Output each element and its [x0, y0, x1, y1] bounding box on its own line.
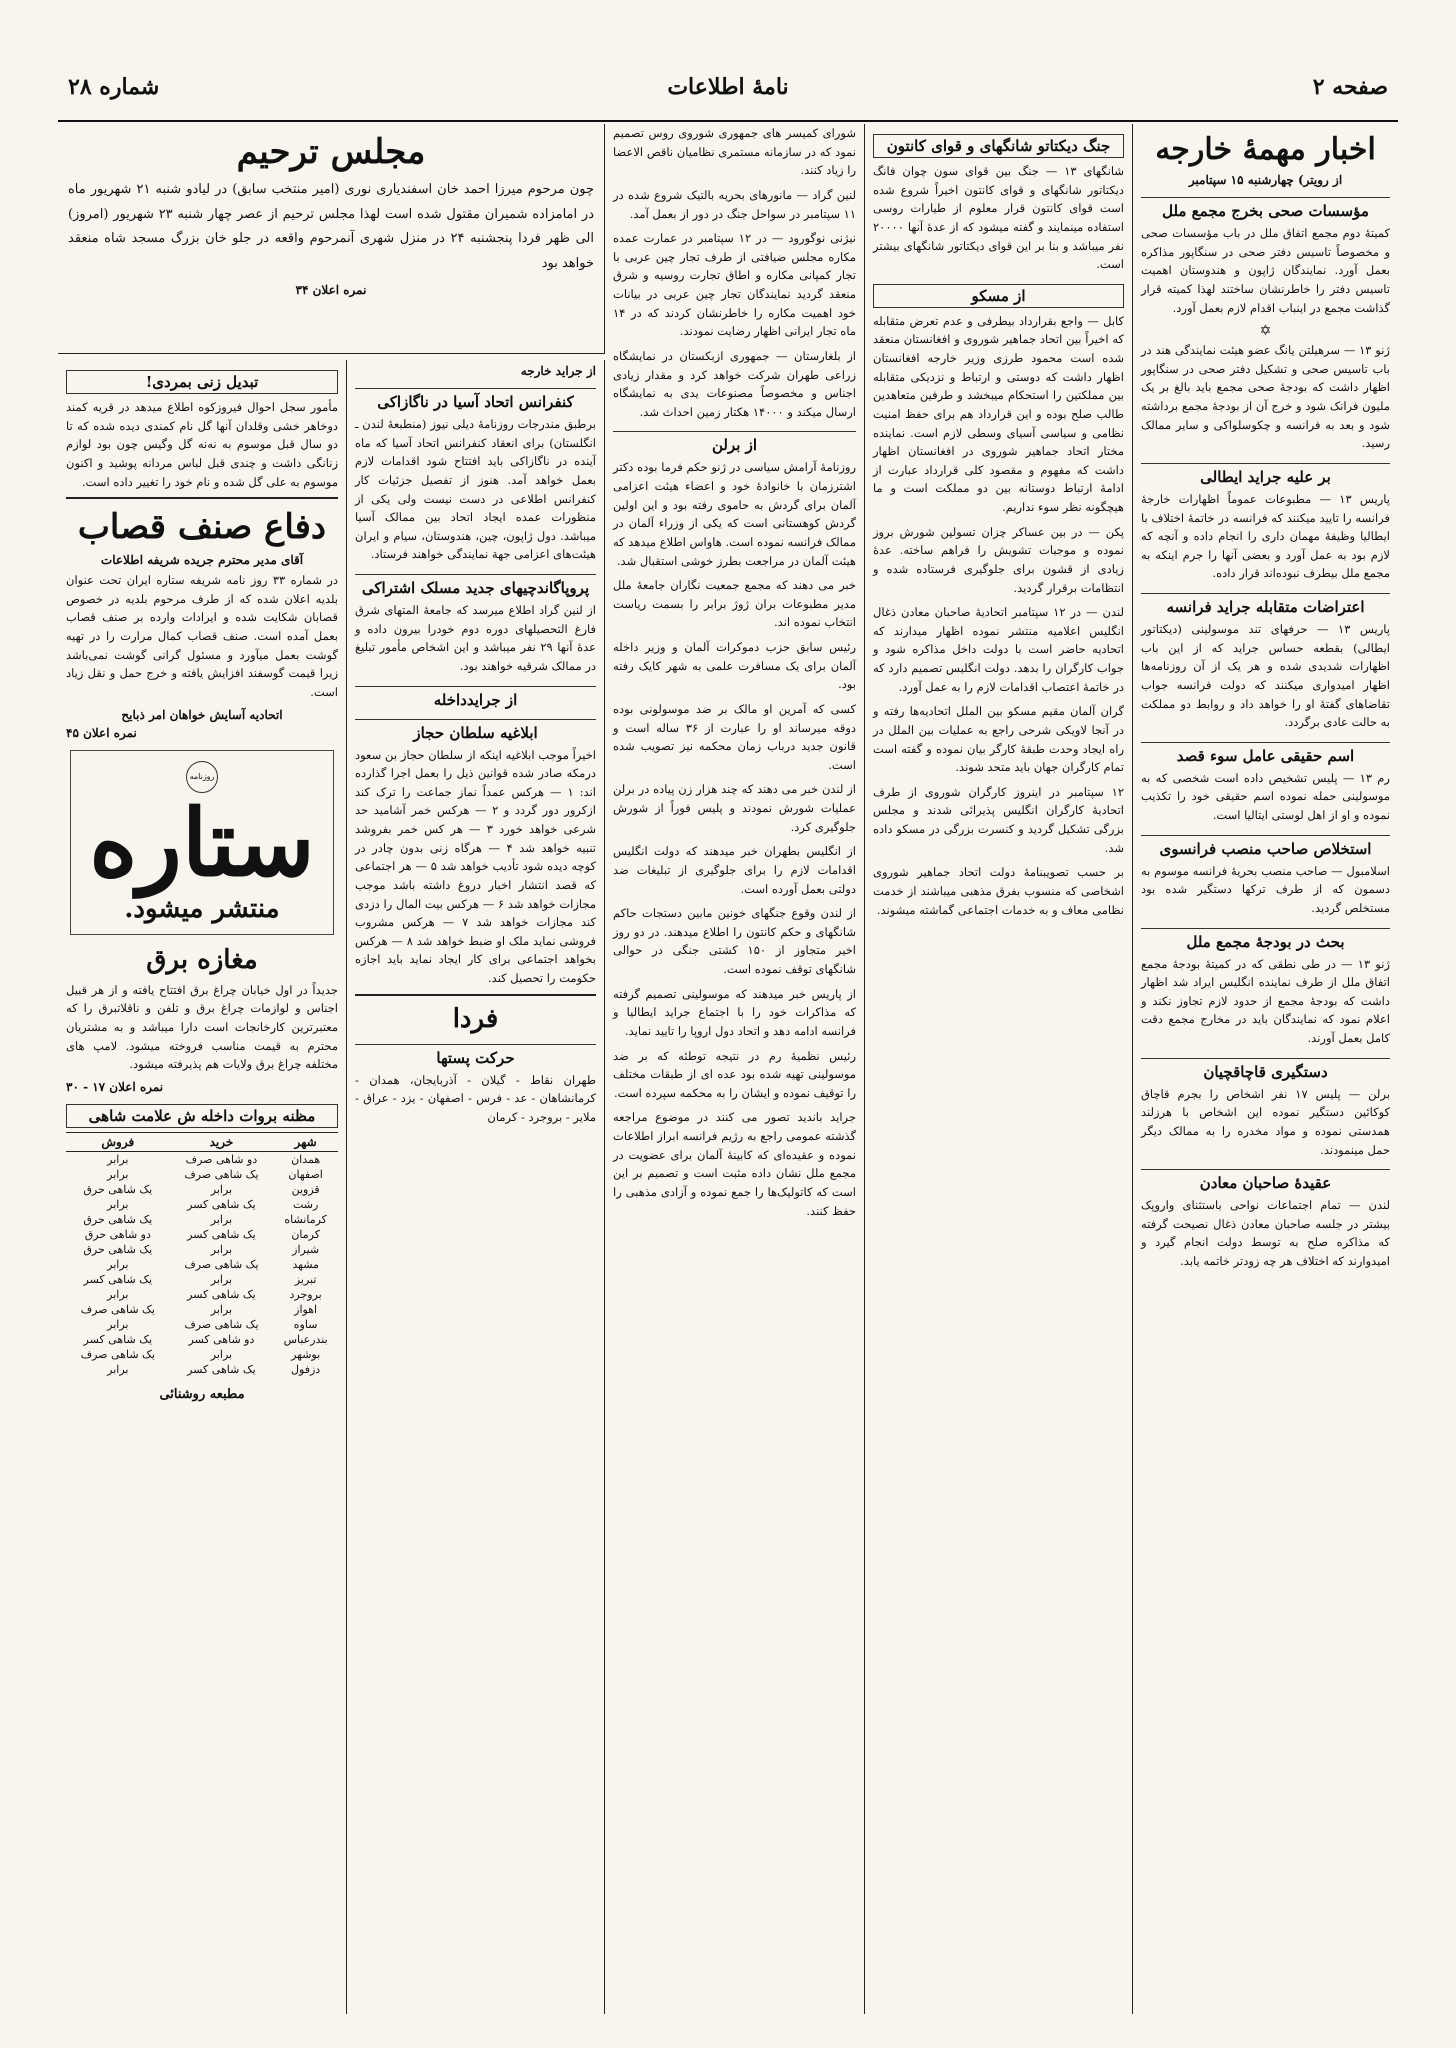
logo-wordmark: ستاره: [89, 788, 315, 897]
column-news-3: [605, 124, 865, 2014]
shop-title: مغازه برق: [146, 944, 258, 975]
table-cell: برابر: [210, 1347, 233, 1361]
article-headline: ابلاغیه سلطان حجاز: [355, 719, 596, 742]
table-row: [66, 1151, 338, 1167]
table-cell: دزفول: [291, 1362, 321, 1376]
article: [613, 186, 856, 223]
article: [613, 638, 856, 694]
table-row: [66, 1242, 338, 1257]
article-body: لندن — در ۱۲ سپتامبر اتحادیهٔ صاحبان معادن ذغال انگلیس اعلامیه منتشر نموده اظهار میدارند که اتحادیه حاضر است با دولت داخل مذاکره شود و جواب کارگران را بدهد. دولت انگلیس تصمیم دارد که در خاتمهٔ اعتصاب اقدامات لازم را به عمل آورد.: [873, 605, 1124, 694]
article-body: ۱۲ سپتامبر در اینروز کارگران شوروی از طرف اتحادیهٔ کارگران انگلیس پذیرائی شدند و مجلس بزرگی تشکیل گردید و کنسرت بزرگی در مسکو داده شد.: [873, 784, 1124, 855]
table-cell: اهواز: [294, 1302, 318, 1316]
article-headline: پروپاگاندچیهای جدید مسلک اشتراکی: [355, 574, 596, 597]
section-title: اخبار مهمهٔ خارجه: [1155, 132, 1376, 167]
rates-table-body: [66, 1151, 338, 1377]
article: [873, 523, 1124, 598]
article-body: کمیتهٔ دوم مجمع اتفاق ملل در باب مؤسسات صحی و مخصوصاً تاسیس دفتر صحی در سنگاپور مذاکره بعمل آورد. نمایندگان ژاپون و هندوستان اهمیت تاسیس دفتر را خاطرنشان ساختند لهذا کمیته قرار گذاشت مجمع در اینباب اقدام لازم بعمل آورد.: [1141, 226, 1390, 315]
defense-subtitle: آقای مدیر محترم جریده شریفه اطلاعات: [100, 553, 304, 568]
table-cell: دو شاهی حرق: [84, 1227, 151, 1241]
rates-title: مظنه بروات داخله ش علامت شاهی: [66, 1104, 338, 1128]
table-cell: برابر: [107, 1257, 129, 1271]
column-header: خرید: [170, 1132, 274, 1151]
article: [355, 388, 596, 564]
table-cell: یک شاهی حرق: [83, 1212, 153, 1226]
article: [613, 700, 856, 775]
article: [1141, 341, 1390, 453]
ad-reference: نمره اعلان ۴۵: [66, 725, 137, 740]
article-body: پاریس ۱۳ — مطبوعات عموماً اظهارات خارجهٔ فرانسه را تایید میکنند که فرانسه در خاتمهٔ اختلاف با ایطالیا وظیفهٔ مهمان داری را انجام داده و آنچه که لازم بود به عمل آورد و بعضی آنها را جرم اینکه به مجمع ملل بیطرف نبوده‌اند قرار داده.: [1141, 491, 1390, 581]
article: [613, 985, 856, 1041]
article: [1141, 742, 1390, 825]
table-cell: یک شاهی کسر: [187, 1197, 256, 1211]
article-headline: حرکت پستها: [355, 1044, 596, 1067]
article: [873, 284, 1124, 517]
table-row: [66, 1362, 338, 1377]
table-cell: یک شاهی صرف: [80, 1302, 155, 1316]
column-news-2: [865, 124, 1133, 2014]
table-row: [66, 1197, 338, 1212]
article-body: اسلامبول — صاحب منصب بحریهٔ فرانسه موسوم به دسمون که از طرف ترکها دستگیر شده بود مستخلص گردید.: [1141, 863, 1390, 915]
table-cell: دو شاهی صرف: [185, 1152, 258, 1166]
article-headline: مؤسسات صحی بخرج مجمع ملل: [1141, 197, 1390, 220]
article-body: از پاریس خبر میدهند که موسولینی تصمیم گرفته که مذاکرات خود را با اجتماع جراید ایطالیا و فرانسه ادامه دهد و اتحاد دول اروپا را تایید نماید.: [613, 986, 856, 1038]
article-body: بر حسب تصویبنامهٔ دولت اتحاد جماهیر شوروی اشخاصی که منسوب بفرق مذهبی میباشند از خدمت نظامی معاف و به خدمات اجتماعی گماشته میشوند.: [873, 865, 1124, 917]
article-body: طهران نقاط - گیلان - آذربایجان، همدان - کرمانشاهان - عد - فرس - اصفهان - یزد - عراق - ملایر - بروجرد - کرمان: [355, 1072, 596, 1124]
article: [873, 783, 1124, 858]
issue-number: شماره ۲۸: [68, 74, 160, 100]
divider: [355, 994, 596, 996]
table-cell: کرمانشاه: [284, 1212, 327, 1226]
article: [1141, 593, 1390, 732]
table-cell: یک شاهی کسر: [83, 1272, 153, 1286]
article: [1141, 835, 1390, 918]
table-cell: اصفهان: [288, 1167, 323, 1181]
notice-body: مأمور سجل احوال فیروزکوه اطلاع میدهد در قریه کمند دوخاهر خشی وقلدان آنها گل نام کمندی دیده شده که تا دو سال قبل موسوم به نه‌نه گل وگیس چون بود لوازم زنانگی داشت و چندی قبل لباس مردانه پوشید و اکنون موسوم به علی گل شده و نام خود را تغییر داده است.: [66, 400, 338, 489]
article: [613, 1047, 856, 1103]
table-row: [66, 1302, 338, 1317]
table-cell: یک شاهی صرف: [184, 1257, 259, 1271]
article: [613, 124, 856, 180]
article: [613, 229, 856, 341]
article: [613, 431, 856, 570]
article-headline: عقیدهٔ صاحبان معادن: [1141, 1169, 1390, 1192]
article-body: پاریس ۱۳ — حرفهای تند موسولینی (دیکتاتور ایطالی) بقطعه حساس جراید که از این باب اظهارات شدیدی شده و هر یک از آن روزنامه‌ها اظهار امیدواری میکنند که دولت فرانسه جواب تقاضاهای گفتهٔ او را خواهد داد و روابط دو مملکت به حالت عادی برگردد.: [1141, 622, 1390, 730]
article-body: رم ۱۳ — پلیس تشخیص داده است شخصی که به موسولینی حمله نموده اسم حقیقی خود را تکذیب نموده و او از اهل لوستی ایتالیا است.: [1141, 770, 1390, 822]
article-headline: اسم حقیقی عامل سوء قصد: [1141, 742, 1390, 765]
table-cell: برابر: [210, 1242, 233, 1256]
defense-signature: اتحادیه آسایش خواهان امر ذبایح: [121, 707, 283, 722]
article-headline: فردا: [452, 1003, 499, 1034]
article-body: از لنین گراد اطلاع میرسد که جامعهٔ المتهای شرق فارغ التحصیلهای دوره دوم خودرا بیرون داده و عدهٔ آنها ۲۹ نفر میباشد و این اشخاص مأمور تبلیغ در ممالک شرقیه خواهند بود.: [355, 603, 596, 673]
article-headline: استخلاص صاحب منصب فرانسوی: [1141, 835, 1390, 858]
article: [873, 863, 1124, 919]
article-body: از بلغارستان — جمهوری ازبکستان در نمایشگاه زراعی طهران شرکت خواهد کرد و مقدار زیادی اجناس و مخصوصاً مصنوعات یدی به نمایشگاه ارسال میکند و ۱۴۰۰۰ هکتار زمین احداث شد.: [613, 348, 856, 419]
table-header-row: [66, 1132, 338, 1151]
article-body: شانگهای ۱۳ — جنگ بین قوای سون چوان فانگ دیکتاتور شانگهای و قوای کانتون اخیراً شروع شده است قوای کانتون قرار معلوم از طیارات روسی استفاده مینمایند و گفته میشود که از عدهٔ آنها ۲۰۰۰۰ نفر میباشد و بنا بر این قوای دیکتاتور شانگهای بیشتر است.: [873, 164, 1124, 272]
table-row: [66, 1287, 338, 1302]
article-body: جراید باندید تصور می کنند در موضوع مراجعه گذشته عمومی راجع به رژیم فرانسه ابراز اطلاعات نموده و عقیده‌ای که کابینهٔ آلمان برای عضویت در مجمع ملل نشان داده مثبت است و تصمیم بر این است که کاتولیک‌ها را جمع نموده و آزادی مذهبی را حفظ کنند.: [613, 1110, 856, 1218]
table-cell: برابر: [210, 1272, 233, 1286]
article: [355, 1044, 596, 1127]
table-cell: بندرعباس: [283, 1332, 328, 1346]
table-row: [66, 1317, 338, 1332]
table-cell: یک شاهی کسر: [187, 1287, 256, 1301]
article: [613, 780, 856, 836]
setareh-ad: [70, 750, 334, 935]
article-body: از لندن وقوع جنگهای خونین مابین دستجات حاکم شانگهای و حکم کانتون را اطلاع میدهند. در دو روز اخیر متجاوز از ۱۵۰ کشتی جنگی در حوالی شانگهای توقف نموده است.: [613, 906, 857, 976]
shop-body: جدیداً در اول خیابان چراغ برق افتتاح یافته و از هر قبیل اجناس و لوازمات چراغ برق و تلفن و ناقلاتبرق را که معتبرترین کارخانجات است دارا میباشد و به مشتریان محترم به قیمت مناسب فروخته میشود. لامپ های مختلفه چراغ برق ولایات هم پذیرفته میشود.: [66, 982, 338, 1072]
table-cell: بوشهر: [291, 1347, 321, 1361]
section-label: از جراید خارجه: [520, 364, 596, 378]
column-news-4: [347, 360, 605, 2014]
article-body: روزنامهٔ آرامش سیاسی در ژنو حکم فرما بوده دکتر اشترزمان با خانوادهٔ خود و اعضاء هیئت اعزامی آلمان برای گردش به حاموی رفته بود و این اولین گردش کوهستانی است که یکی از وزراء آلمان در ممالک فرانسه نموده است. هاواس اطلاع میدهد که هیئت آلمان در مراجعت بطرز خوشی استقبال شد.: [613, 460, 856, 568]
table-row: [66, 1272, 338, 1287]
column-header: شهر: [273, 1132, 338, 1151]
notice-body: چون مرحوم میرزا احمد خان اسفندیاری نوری (امیر منتخب سابق) در لیادو شنبه ۲۱ شهریور ماه در امامزاده شمیران مقتول شده است لهذا مجلس ترحیم از عصر چهار شنبه ۲۳ شهریور (امروز) الی ظهر فردا پنجشنبه ۲۴ در منزل شهری آنمرحوم واقعه در جلو خان بزرگ مسجد شاه منعقد خواهد بود: [68, 182, 595, 272]
article: [1141, 197, 1390, 317]
article: [613, 842, 856, 898]
article-headline: بر علیه جراید ایطالی: [1141, 463, 1390, 486]
table-cell: رشت: [292, 1197, 319, 1211]
table-cell: قزوین: [291, 1182, 320, 1196]
ad-reference: نمره اعلان ۳۴: [295, 282, 367, 297]
article-headline: اعتراضات متقابله جراید فرانسه: [1141, 593, 1390, 616]
table-cell: یک شاهی حرق: [83, 1242, 153, 1256]
article: [613, 576, 856, 632]
article: [873, 702, 1124, 777]
star-icon: ✡: [1259, 323, 1272, 340]
table-cell: یک شاهی صرف: [184, 1317, 259, 1331]
article-body: رئیس نظمیهٔ رم در نتیجه توطئه که بر ضد موسولینی تهیه شده بود عده ای از طبقات مختلف را توقیف نموده و ایشان را به محکمه سپرده است.: [613, 1048, 856, 1100]
article-body: پکن — در بین عساکر چزان تسولین شورش بروز نموده و موجبات تشویش را فراهم ساخته. عدهٔ زیادی از قشون برای جلوگیری فرستاده شده و انتظامات برقرار گردید.: [873, 524, 1124, 595]
article-body: لندن — تمام اجتماعات نواحی باستثنای واروپک بیشتر در جلسه صاحبان معادن ذغال نصیحت گرفته که مذاکره صلح به توسط دولت انجام گیرد و امیدوارند که اختلاف هر چه زودتر خاتمه یابد.: [1141, 1198, 1390, 1268]
article-headline: از جرایدداخله: [355, 686, 596, 709]
column-header: فروش: [66, 1132, 170, 1151]
table-cell: یک شاهی کسر: [187, 1362, 256, 1376]
table-cell: بروجرد: [289, 1287, 322, 1301]
table-row: [66, 1257, 338, 1272]
article-headline: از برلن: [613, 431, 856, 454]
table-cell: یک شاهی صرف: [80, 1347, 155, 1361]
article: [355, 686, 596, 709]
article-body: خبر می دهند که مجمع جمعیت نگاران جامعهٔ ملل مدیر مطبوعات بران ژوژ برابر را بسمت ریاست انتخاب نموده اند.: [613, 578, 856, 630]
article: [355, 574, 596, 676]
article: [613, 347, 856, 422]
article-body: برطبق مندرجات روزنامهٔ دیلی نیوز (منطبعهٔ لندن ـ انگلستان) برای انعقاد کنفرانس اتحاد آسیا که ماه آینده در ناگازاکی باید افتتاح شود اقدامات لازم بعمل خواهد آمد. هنوز از تفصیل جزئیات کار کنفرانس اطلاعی در دست نیست ولی یکی از منظورات عمده ایجاد اتحاد بین ممالک آسیا میباشد. دول ژاپون، چین، هندوستان، سیام و ایران هیئت‌های اعزامی جهة نمایندگی خواهند فرستاد.: [355, 417, 596, 562]
defense-body: در شماره ۳۳ روز نامه شریفه ستاره ایران تحت عنوان بلدیه اعلان شده که از طرف مرحوم بلدیه در خصوص قصابان شکایت شده و ایرادات وارده بر صنف قصاب بعمل آمده است. صنف قصاب کمال مرارت را در تهیه گوشت بعمل میآورد و مسئول گرانی گوشت نمی‌باشد زیرا قیمت گوسفند افزایش یافته و خرج حمل و نقل زیاد است.: [66, 573, 339, 699]
article-body: ژنو ۱۳ — در طی نطقی که در کمیتهٔ بودجهٔ مجمع اتفاق ملل از طرف نماینده انگلیس ایراد شد اظهار داشت که بودجهٔ مجمع از حدود لازم تجاوز نکند و اعلام نمود که نمایندگان باید در مخارج مجمع دقت کامل بعمل آورند.: [1141, 956, 1390, 1045]
article-body: اخیراً موجب ابلاغیه اینکه از سلطان حجاز بن سعود درمکه صادر شده قوانین ذیل را بعمل اجرا گذارده اند: ۱ — هرکس عمداً نماز جماعت را ترک کند ازکرور دور گردد و ۲ — هرکس خمر آشامید حد شرعی خواهد خورد ۳ — هر کس خمر بفروشد تنبیه خواهد شد ۴ — هرگاه زنی بدون چادر در کوچه دیده شود تأدیب خواهد شد ۵ — هر اجتماعی که قصد انتشار اخبار دروغ داشته باشد موجب مجازات خواهد شد ۶ — هرکس بیت المال را دزدی کند مجازات خواهد شد ۷ — هرکس مشروب فروشی نماید ملک او ضبط خواهد شد ۸ — هرکس بخواهد اجتماعی برای کار ایجاد نماید باید اجازه حکومت را تحصیل کند.: [355, 747, 597, 985]
table-row: [66, 1182, 338, 1197]
article-headline: جنگ دیکتاتو شانگهای و قوای کانتون: [873, 134, 1124, 158]
article-body: نیژنی نوگورود — در ۱۲ سپتامبر در عمارت عمده مکاره مجلس ضیافتی از طرف تجار چین عربی با تجار کمپانی مکاره و اطاق تجارت روسیه و شرق منعقد گردید نمایندگان تجار چین عربی در بیانات خود اهمیت مکاره را خاطرنشان کردند که در ۱۴ ماه تجار ایرانی اظهار رضایت نمودند.: [613, 231, 856, 339]
article: [613, 904, 856, 979]
dateline: از رویتر) چهارشنبه ۱۵ سپتامبر: [1188, 173, 1343, 187]
table-cell: تبریز: [294, 1272, 317, 1286]
table-row: [66, 1347, 338, 1362]
article: [1141, 928, 1390, 1048]
defense-title: دفاع صنف قصاب: [77, 507, 327, 548]
table-cell: برابر: [210, 1212, 233, 1226]
table-cell: برابر: [107, 1362, 129, 1376]
notice-title: مجلس ترحیم: [236, 132, 426, 172]
table-row: [66, 1332, 338, 1347]
article-body: از انگلیس بطهران خبر میدهند که دولت انگلیس اقدامات لازم را برای جلوگیری از تبلیغات ضد دولتی بعمل آورده است.: [613, 844, 856, 896]
divider: [66, 497, 338, 499]
article-headline: بحث در بودجهٔ مجمع ملل: [1141, 928, 1390, 951]
page-number: صفحه ۲: [1312, 74, 1388, 100]
article-body: شورای کمیسر های جمهوری شوروی روس تصمیم نمود که در سازمانه مستمری نظامیان ناقص الاعضا را زیاد کنند.: [613, 126, 856, 178]
table-cell: یک شاهی کسر: [187, 1227, 256, 1241]
table-cell: برابر: [210, 1302, 233, 1316]
table-cell: یک شاهی حرق: [83, 1182, 153, 1196]
article-body: کابل — واجع بقرارداد بیطرفی و عدم تعرض متقابله که اخیراً بین اتحاد جماهیر شوروی و افغانستان منعقد شده است محمود طرزی وزیر خارجه افغانستان اظهار داشت که دوستی و ارتباط و نزدیکی متقابله بین مملکتین را استحکام میبخشد و طرفین متعاهدین طالب صلح بوده و این قرارداد هم برای حفظ امنیت نظامی و سیاسی آسیای وسطی لازم است. نماینده مختار اتحاد جماهیر شوروی در افغانستان اظهار داشت که مفهوم و مقصود کلی قرارداد عبارت از ادامهٔ ارتباط دوستانه بین دو مملکت است و ما هیچگونه نظر سوء نداریم.: [873, 313, 1124, 514]
table-cell: شیراز: [292, 1242, 320, 1256]
ad-reference: نمره اعلان ۱۷ - ۳۰: [66, 1079, 164, 1094]
article-headline: کنفرانس اتحاد آسیا در ناگازاکی: [355, 388, 596, 411]
masthead: [58, 60, 1398, 122]
newspaper-page: [58, 60, 1398, 2020]
table-cell: برابر: [107, 1167, 129, 1181]
article-body: گران آلمان مقیم مسکو بین الملل اتحادیه‌ها رفته و در آنجا لاویکی شرحی راجع به عملیات بین الملل در راه ایجاد وحدت طبقهٔ کارگر بیان نموده و گفته است تمام کارگران جهان باید متحد شوند.: [873, 704, 1124, 775]
article-body: از لندن خبر می دهند که چند هزار زن پیاده در برلن عملیات شورش نمودند و پلیس فوراً از شورش جلوگیری کرد.: [613, 782, 856, 834]
notice-headline: تبدیل زنی بمردی!: [66, 370, 338, 394]
table-row: [66, 1212, 338, 1227]
rates-table: [66, 1132, 338, 1377]
article: [1141, 1169, 1390, 1271]
article: [873, 134, 1124, 274]
seal-icon: روزنامه: [186, 761, 218, 793]
article: [1141, 463, 1390, 583]
press-name: مطبعه روشنائی: [159, 1386, 245, 1402]
article-body: رئیس سابق حزب دموکرات آلمان و وزیر داخله آلمان برای یک مسافرت علمی به شهر کایک رفته بود.: [613, 640, 856, 692]
table-cell: برابر: [210, 1182, 233, 1196]
table-row: [66, 1227, 338, 1242]
table-cell: دو شاهی کسر: [188, 1332, 255, 1346]
table-cell: برابر: [107, 1317, 129, 1331]
article: [613, 1108, 856, 1220]
table-cell: کرمان: [291, 1227, 320, 1241]
table-cell: مشهد: [292, 1257, 319, 1271]
paper-name: نامهٔ اطلاعات: [667, 74, 789, 100]
memorial-notice: [58, 124, 605, 354]
article-headline: از مسکو: [873, 284, 1124, 308]
column-foreign-news: [1133, 124, 1398, 2014]
column-ads: [58, 360, 347, 2014]
table-cell: یک شاهی صرف: [184, 1167, 259, 1181]
table-cell: برابر: [107, 1152, 129, 1166]
table-cell: یک شاهی کسر: [83, 1332, 153, 1346]
table-cell: برابر: [107, 1197, 129, 1211]
article-body: ژنو ۱۳ — سرهیلتن یانگ عضو هیئت نمایندگی هند در باب تاسیس صحی و تشکیل دفتر صحی در سنگاپور اظهار داشت که بودجهٔ صحی مجمع باید بالغ بر یک ملیون فرانک شود و خرج آن از بودجهٔ مجمع برداشته شود و بعد به فرانسه و چکوسلواکی و سایر ممالک رسید.: [1141, 343, 1390, 451]
logo-subtitle: منتشر میشود.: [124, 893, 280, 924]
table-cell: ساوه: [293, 1317, 318, 1331]
article-headline: دستگیری قاچاقچیان: [1141, 1058, 1390, 1081]
article-body: برلن — پلیس ۱۷ نفر اشخاص را بجرم قاچاق کوکائین دستگیر نموده این اشخاص با هرزلند همدستی نموده و مواد مخدره را به ممالک دیگر حمل مینمودند.: [1141, 1086, 1390, 1157]
article-body: لنین گراد — مانورهای بحریه بالتیک شروع شده در ۱۱ سپتامبر در سواحل جنگ در دور از بعمل آمد.: [613, 187, 856, 221]
table-cell: همدان: [291, 1152, 321, 1166]
article: [355, 719, 596, 988]
article: [1141, 1058, 1390, 1160]
table-row: [66, 1167, 338, 1182]
table-cell: برابر: [107, 1287, 129, 1301]
article-body: کسی که آمرین او مالک بر ضد موسولونی بوده دوقه میرساند او را عبارت از ۳۶ ساله است و قانون جدید درباب زمان محکمه نیز تصویب شده است.: [613, 701, 857, 772]
article: [873, 603, 1124, 696]
